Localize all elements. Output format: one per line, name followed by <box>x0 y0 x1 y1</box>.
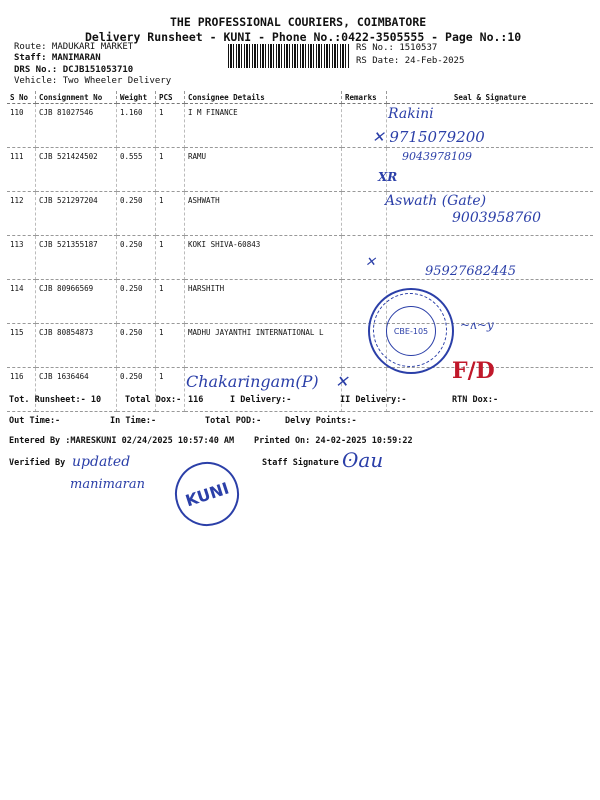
table-row <box>7 280 593 324</box>
runsheet-table <box>7 91 593 412</box>
total-dox-label: Total Dox:- <box>125 395 182 405</box>
cell-pcs: 1 <box>156 368 185 412</box>
col-consignment: Consignment No <box>36 91 117 104</box>
hand-fd: F/D <box>452 358 495 384</box>
hand-cross-116: ✕ <box>335 372 349 391</box>
hand-phone4: 95927682445 <box>425 264 516 279</box>
cell-weight: 0.250 <box>117 236 156 280</box>
total-pod: Total POD:- <box>205 416 262 426</box>
cell-sno: 112 <box>7 192 36 236</box>
cell-pcs: 1 <box>156 104 185 148</box>
cell-pcs: 1 <box>156 236 185 280</box>
rtn-dox: RTN Dox:- <box>452 395 499 405</box>
hand-updated: updated <box>72 454 131 470</box>
hand-phone1: ✕ 9715079200 <box>372 128 485 146</box>
col-consignee: Consignee Details <box>185 91 342 104</box>
out-time: Out Time:- <box>9 416 61 426</box>
tot-runsheet: Tot. Runsheet:- 10 <box>9 395 102 405</box>
hand-xr: XR <box>378 170 398 184</box>
drs-label: DRS No.: DCJB151053710 <box>14 65 134 75</box>
cell-remarks <box>342 236 387 280</box>
cell-consignee: MADHU JAYANTHI INTERNATIONAL L <box>185 324 342 368</box>
cell-consignee: HARSHITH <box>185 280 342 324</box>
kuni-stamp: KUNI <box>167 454 248 535</box>
cell-consignee: ASHWATH <box>185 192 342 236</box>
staff-signature-label: Staff Signature <box>262 458 339 468</box>
col-sno: S No <box>7 91 36 104</box>
cell-weight: 0.250 <box>117 192 156 236</box>
verified-by-label: Verified By <box>9 458 66 468</box>
cell-sno: 115 <box>7 324 36 368</box>
hand-rakini: Rakini <box>388 106 434 122</box>
cell-consignee: I M FINANCE <box>185 104 342 148</box>
table-row <box>7 104 593 148</box>
cell-weight: 0.250 <box>117 280 156 324</box>
barcode <box>228 44 350 68</box>
cell-consignee: KOKI SHIVA-60843 <box>185 236 342 280</box>
col-signature: Seal & Signature <box>387 91 594 104</box>
delvy-points: Delvy Points:- <box>285 416 357 426</box>
cell-pcs: 1 <box>156 192 185 236</box>
total-dox-value: 116 <box>188 395 204 405</box>
cell-weight: 0.250 <box>117 324 156 368</box>
hand-cross-113: ✕ <box>365 255 376 270</box>
cell-weight: 0.250 <box>117 368 156 412</box>
cell-pcs: 1 <box>156 148 185 192</box>
runsheet-subtitle: Delivery Runsheet - KUNI - Phone No.:0422-3505555 - Page No.:10 <box>85 30 522 44</box>
staff-signature-mark: ʘau <box>342 448 384 472</box>
cell-pcs: 1 <box>156 324 185 368</box>
cell-sno: 114 <box>7 280 36 324</box>
table-header-row <box>7 91 593 104</box>
hand-manimaran: manimaran <box>70 477 146 492</box>
cell-sno: 116 <box>7 368 36 412</box>
seal-center: CBE-105 <box>386 306 436 356</box>
cell-sno: 111 <box>7 148 36 192</box>
hand-phone2: 9043978109 <box>402 150 472 163</box>
company-seal <box>368 288 454 374</box>
in-time: In Time:- <box>110 416 157 426</box>
col-remarks: Remarks <box>342 91 387 104</box>
col-pcs: PCS <box>156 91 185 104</box>
hand-aswath: Aswath (Gate) <box>385 193 487 209</box>
rs-date-label: RS Date: 24-Feb-2025 <box>356 56 465 66</box>
staff-label: Staff: MANIMARAN <box>14 53 101 63</box>
i-delivery: I Delivery:- <box>230 395 292 405</box>
entered-by: Entered By :MARESKUNI 02/24/2025 10:57:40 AM <box>9 436 235 446</box>
cell-weight: 0.555 <box>117 148 156 192</box>
cell-consignment: CJB 80854873 <box>36 324 117 368</box>
cell-weight: 1.160 <box>117 104 156 148</box>
col-weight: Weight <box>117 91 156 104</box>
table-row <box>7 148 593 192</box>
cell-sno: 113 <box>7 236 36 280</box>
rs-no-label: RS No.: 1510537 <box>356 43 438 53</box>
cell-pcs: 1 <box>156 280 185 324</box>
hand-scribble-115: ~ʌ~y <box>460 318 494 332</box>
cell-consignment: CJB 81027546 <box>36 104 117 148</box>
cell-consignment: CJB 80966569 <box>36 280 117 324</box>
cell-sno: 110 <box>7 104 36 148</box>
cell-consignment: CJB 521297204 <box>36 192 117 236</box>
cell-consignment: CJB 1636464 <box>36 368 117 412</box>
cell-consignment: CJB 521424502 <box>36 148 117 192</box>
cell-remarks <box>342 192 387 236</box>
hand-chakaringam: Chakaringam(P) <box>186 372 319 391</box>
table-row <box>7 324 593 368</box>
cell-consignee: RAMU <box>185 148 342 192</box>
route-label: Route: MADUKARI MARKET <box>14 42 134 52</box>
cell-consignment: CJB 521355187 <box>36 236 117 280</box>
ii-delivery: II Delivery:- <box>340 395 407 405</box>
hand-phone3: 9003958760 <box>452 210 542 226</box>
vehicle-label: Vehicle: Two Wheeler Delivery <box>14 76 172 86</box>
company-title: THE PROFESSIONAL COURIERS, COIMBATORE <box>170 15 427 29</box>
printed-on: Printed On: 24-02-2025 10:59:22 <box>254 436 413 446</box>
